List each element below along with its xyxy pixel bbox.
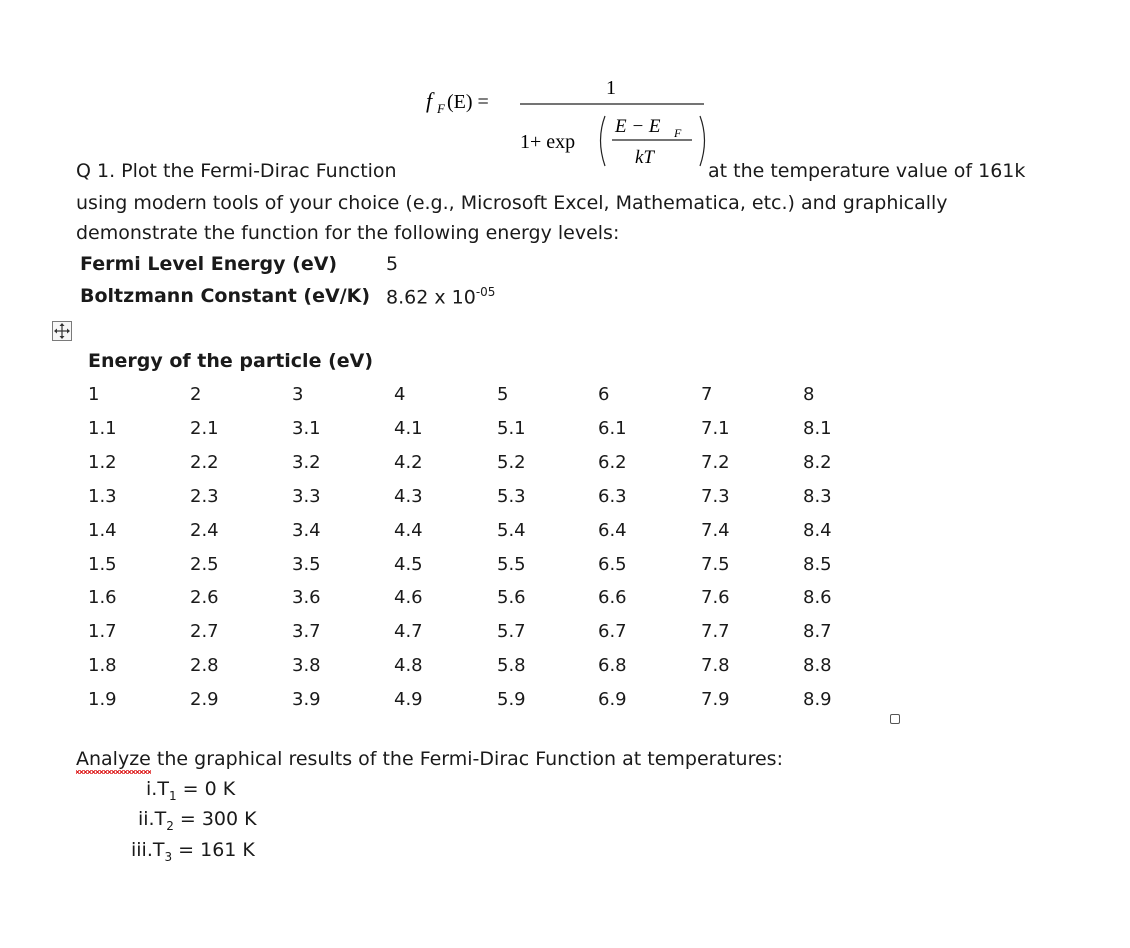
energy-table-title: Energy of the particle (eV): [88, 350, 374, 372]
energy-cell: 4.1: [394, 418, 423, 439]
energy-cell: 3.6: [292, 587, 321, 608]
boltzmann-label: Boltzmann Constant (eV/K): [80, 285, 371, 307]
question-line1-right: at the temperature value of 161k: [708, 160, 1026, 182]
energy-cell: 5.3: [497, 486, 526, 507]
temp2-suffix: = 300 K: [173, 808, 257, 830]
energy-cell: 5.5: [497, 554, 526, 575]
energy-cell: 5.7: [497, 621, 526, 642]
energy-cell: 1.5: [88, 554, 117, 575]
energy-cell: 8.3: [803, 486, 832, 507]
energy-cell: 1.8: [88, 655, 117, 676]
formula-lhs-arg: (E) =: [447, 91, 489, 113]
energy-cell: 7.1: [701, 418, 730, 439]
energy-cell: 2.9: [190, 689, 219, 710]
temp3-suffix: = 161 K: [172, 839, 255, 861]
energy-cell: 6.9: [598, 689, 627, 710]
analyze-word: Analyze: [76, 748, 151, 770]
energy-cell: 4.2: [394, 452, 423, 473]
energy-cell: 8.4: [803, 520, 832, 541]
energy-cell: 3.4: [292, 520, 321, 541]
boltzmann-value-text: 8.62 x 10: [386, 286, 476, 309]
energy-cell: 2.8: [190, 655, 219, 676]
fermi-dirac-formula: [420, 70, 720, 180]
move-arrows-icon: [53, 322, 71, 340]
energy-cell: 4.7: [394, 621, 423, 642]
energy-cell: 2: [190, 384, 202, 405]
analyze-line: [76, 748, 783, 770]
energy-cell: 1.6: [88, 587, 117, 608]
energy-cell: 1.1: [88, 418, 117, 439]
energy-cell: 1.9: [88, 689, 117, 710]
temp2-sub: 2: [166, 818, 174, 833]
energy-cell: 5.4: [497, 520, 526, 541]
energy-cell: 5: [497, 384, 509, 405]
energy-cell: 6: [598, 384, 610, 405]
energy-cell: 7.5: [701, 554, 730, 575]
energy-cell: 1.3: [88, 486, 117, 507]
formula-lhs-sub: F: [437, 101, 445, 116]
temperature-item-3: [131, 839, 255, 864]
energy-cell: 3: [292, 384, 304, 405]
energy-cell: 6.2: [598, 452, 627, 473]
energy-cell: 6.1: [598, 418, 627, 439]
formula-left-paren: [601, 116, 606, 166]
formula-inner-numerator: E − E: [615, 116, 661, 137]
temp3-sub: 3: [164, 849, 173, 864]
formula-lhs: f: [426, 88, 433, 113]
energy-cell: 2.6: [190, 587, 219, 608]
temp3-prefix: iii.T: [131, 839, 165, 861]
energy-cell: 2.5: [190, 554, 219, 575]
formula-numerator: 1: [606, 77, 616, 99]
energy-cell: 3.1: [292, 418, 321, 439]
energy-cell: 3.8: [292, 655, 321, 676]
energy-cell: 7.4: [701, 520, 730, 541]
fermi-level-value: [386, 253, 398, 275]
energy-cell: 4.6: [394, 587, 423, 608]
energy-cell: 8.6: [803, 587, 832, 608]
table-move-handle[interactable]: [52, 321, 72, 341]
energy-cell: 4.9: [394, 689, 423, 710]
energy-cell: 8.9: [803, 689, 832, 710]
energy-cell: 4.8: [394, 655, 423, 676]
energy-cell: 1: [88, 384, 100, 405]
question-line2: using modern tools of your choice (e.g., Microsoft Excel, Mathematica, etc.) and graphically: [76, 192, 948, 214]
energy-cell: 8.7: [803, 621, 832, 642]
energy-cell: 2.1: [190, 418, 219, 439]
energy-cell: 3.3: [292, 486, 321, 507]
energy-cell: 8.2: [803, 452, 832, 473]
energy-cell: 4.4: [394, 520, 423, 541]
formula-denominator-prefix: 1+ exp: [520, 131, 576, 153]
energy-cell: 3.2: [292, 452, 321, 473]
energy-cell: 6.8: [598, 655, 627, 676]
energy-cell: 8.1: [803, 418, 832, 439]
temp2-prefix: ii.T: [138, 808, 167, 830]
question-line1-left: Q 1. Plot the Fermi-Dirac Function: [76, 160, 397, 182]
formula-inner-numerator-sub: F: [674, 126, 682, 140]
energy-cell: 8: [803, 384, 815, 405]
energy-cell: 2.4: [190, 520, 219, 541]
energy-cell: 6.5: [598, 554, 627, 575]
energy-cell: 3.7: [292, 621, 321, 642]
energy-cell: 7.6: [701, 587, 730, 608]
analyze-rest: the graphical results of the Fermi-Dirac Function at temperatures:: [150, 748, 783, 770]
energy-cell: 8.5: [803, 554, 832, 575]
fermi-level-value-text: 5: [386, 253, 399, 275]
energy-cell: 5.2: [497, 452, 526, 473]
resize-handle-icon[interactable]: [890, 714, 900, 724]
temp1-sub: 1: [168, 788, 177, 803]
temp1-prefix: i.T: [146, 778, 169, 800]
energy-cell: 5.9: [497, 689, 526, 710]
energy-cell: 6.6: [598, 587, 627, 608]
energy-cell: 7.2: [701, 452, 730, 473]
energy-cell: 7: [701, 384, 713, 405]
energy-cell: 1.4: [88, 520, 117, 541]
energy-cell: 7.3: [701, 486, 730, 507]
energy-cell: 4.5: [394, 554, 423, 575]
energy-cell: 6.7: [598, 621, 627, 642]
energy-cell: 7.9: [701, 689, 730, 710]
energy-cell: 3.5: [292, 554, 321, 575]
energy-cell: 5.1: [497, 418, 526, 439]
energy-cell: 6.4: [598, 520, 627, 541]
energy-cell: 4.3: [394, 486, 423, 507]
energy-cell: 7.7: [701, 621, 730, 642]
formula-graphic: [420, 70, 720, 180]
question-line3: demonstrate the function for the following energy levels:: [76, 222, 620, 244]
temperature-item-1: [146, 778, 235, 803]
energy-cell: 6.3: [598, 486, 627, 507]
temp1-suffix: = 0 K: [176, 778, 236, 800]
energy-cell: 8.8: [803, 655, 832, 676]
temperature-item-2: [138, 808, 257, 833]
energy-cell: 1.7: [88, 621, 117, 642]
fermi-level-label: Fermi Level Energy (eV): [80, 253, 338, 275]
boltzmann-exponent: -05: [475, 285, 496, 299]
energy-cell: 4: [394, 384, 406, 405]
energy-cell: 3.9: [292, 689, 321, 710]
energy-cell: 2.2: [190, 452, 219, 473]
formula-right-paren: [700, 116, 705, 166]
energy-cell: 1.2: [88, 452, 117, 473]
boltzmann-value: [386, 285, 495, 308]
energy-cell: 7.8: [701, 655, 730, 676]
formula-inner-denominator: kT: [635, 147, 654, 168]
energy-cell: 5.6: [497, 587, 526, 608]
energy-cell: 2.7: [190, 621, 219, 642]
energy-cell: 2.3: [190, 486, 219, 507]
energy-cell: 5.8: [497, 655, 526, 676]
